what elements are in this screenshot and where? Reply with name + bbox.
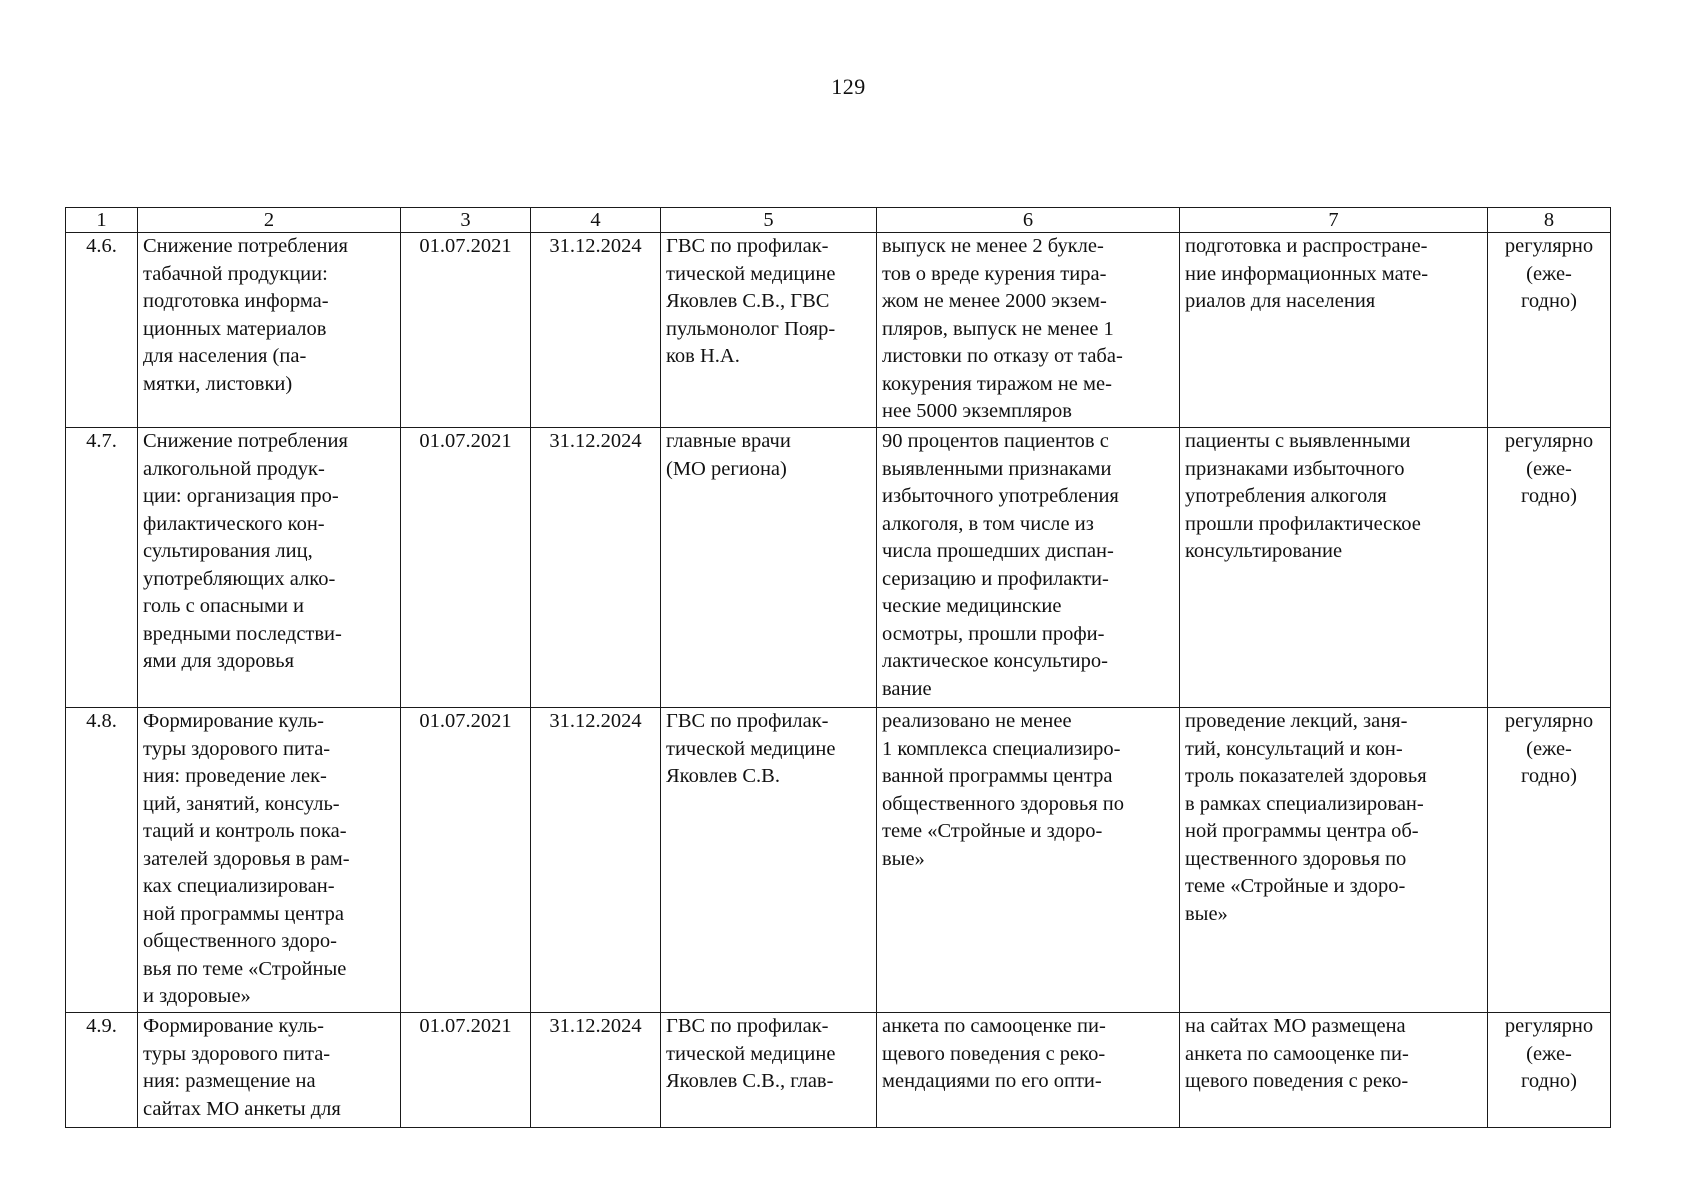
- row-number: 4.6.: [66, 233, 138, 428]
- result: на сайтах МО размещена анкета по самооценке пи- щевого поведения с реко-: [1180, 1013, 1488, 1128]
- responsible: ГВС по профилак- тической медицине Яковлев С.В., глав-: [661, 1013, 877, 1128]
- header-col-8: 8: [1488, 208, 1611, 233]
- row-number: 4.7.: [66, 428, 138, 708]
- start-date: 01.07.2021: [401, 428, 531, 708]
- table-header: [66, 208, 1611, 233]
- header-col-3: 3: [401, 208, 531, 233]
- event-name: Снижение потребления табачной продукции: подготовка информа- ционных материалов для населения (па- мятки, листовки): [138, 233, 401, 428]
- start-date: 01.07.2021: [401, 708, 531, 1013]
- start-date: 01.07.2021: [401, 233, 531, 428]
- result: пациенты с выявленными признаками избыточного употребления алкоголя прошли профилактическое консультирование: [1180, 428, 1488, 708]
- responsible: ГВС по профилак- тической медицине Яковлев С.В., ГВС пульмонолог Пояр- ков Н.А.: [661, 233, 877, 428]
- end-date: 31.12.2024: [531, 428, 661, 708]
- row-number: 4.9.: [66, 1013, 138, 1128]
- table-row: [66, 233, 1611, 428]
- header-col-7: 7: [1180, 208, 1488, 233]
- indicator: выпуск не менее 2 букле- тов о вреде курения тира- жом не менее 2000 экзем- пляров, выпуск не менее 1 листовки по отказу от таба- кокурения тиражом не ме- нее 5000 экземпляров: [877, 233, 1180, 428]
- result: проведение лекций, заня- тий, консультаций и кон- троль показателей здоровья в рамках специализирован- ной программы центра об- щественного здоровья по теме «Стройные и здоро- вые»: [1180, 708, 1488, 1013]
- table-row: [66, 708, 1611, 1013]
- row-number: 4.8.: [66, 708, 138, 1013]
- period: регулярно (еже- годно): [1488, 1013, 1611, 1128]
- end-date: 31.12.2024: [531, 708, 661, 1013]
- result: подготовка и распростране- ние информационных мате- риалов для населения: [1180, 233, 1488, 428]
- event-name: Снижение потребления алкогольной продук- ции: организация про- филактического кон- сультирования лиц, употребляющих алко- голь с опасными и вредными последстви- ями для здоровья: [138, 428, 401, 708]
- period: регулярно (еже- годно): [1488, 428, 1611, 708]
- table-row: [66, 428, 1611, 708]
- indicator: анкета по самооценке пи- щевого поведения с реко- мендациями по его опти-: [877, 1013, 1180, 1128]
- header-col-4: 4: [531, 208, 661, 233]
- header-col-5: 5: [661, 208, 877, 233]
- responsible: ГВС по профилак- тической медицине Яковлев С.В.: [661, 708, 877, 1013]
- start-date: 01.07.2021: [401, 1013, 531, 1128]
- header-col-1: 1: [66, 208, 138, 233]
- indicator: 90 процентов пациентов с выявленными признаками избыточного употребления алкоголя, в том числе из числа прошедших диспан- серизацию и профилакти- ческие медицинские осмотры, прошли профи- лактическое консультиро- вание: [877, 428, 1180, 708]
- indicator: реализовано не менее 1 комплекса специализиро- ванной программы центра общественного здоровья по теме «Стройные и здоро- вые»: [877, 708, 1180, 1013]
- table-row: [66, 1013, 1611, 1128]
- end-date: 31.12.2024: [531, 1013, 661, 1128]
- page-number: 129: [831, 74, 866, 99]
- event-name: Формирование куль- туры здорового пита- ния: проведение лек- ций, занятий, консуль- таций и контроль пока- зателей здоровья в рам- ках специализирован- ной программы центра общественного здоро- вья по теме «Стройные и здоровые»: [138, 708, 401, 1013]
- end-date: 31.12.2024: [531, 233, 661, 428]
- measures-table: [65, 207, 1611, 1128]
- header-col-6: 6: [877, 208, 1180, 233]
- header-col-2: 2: [138, 208, 401, 233]
- period: регулярно (еже- годно): [1488, 708, 1611, 1013]
- responsible: главные врачи (МО региона): [661, 428, 877, 708]
- event-name: Формирование куль- туры здорового пита- ния: размещение на сайтах МО анкеты для: [138, 1013, 401, 1128]
- period: регулярно (еже- годно): [1488, 233, 1611, 428]
